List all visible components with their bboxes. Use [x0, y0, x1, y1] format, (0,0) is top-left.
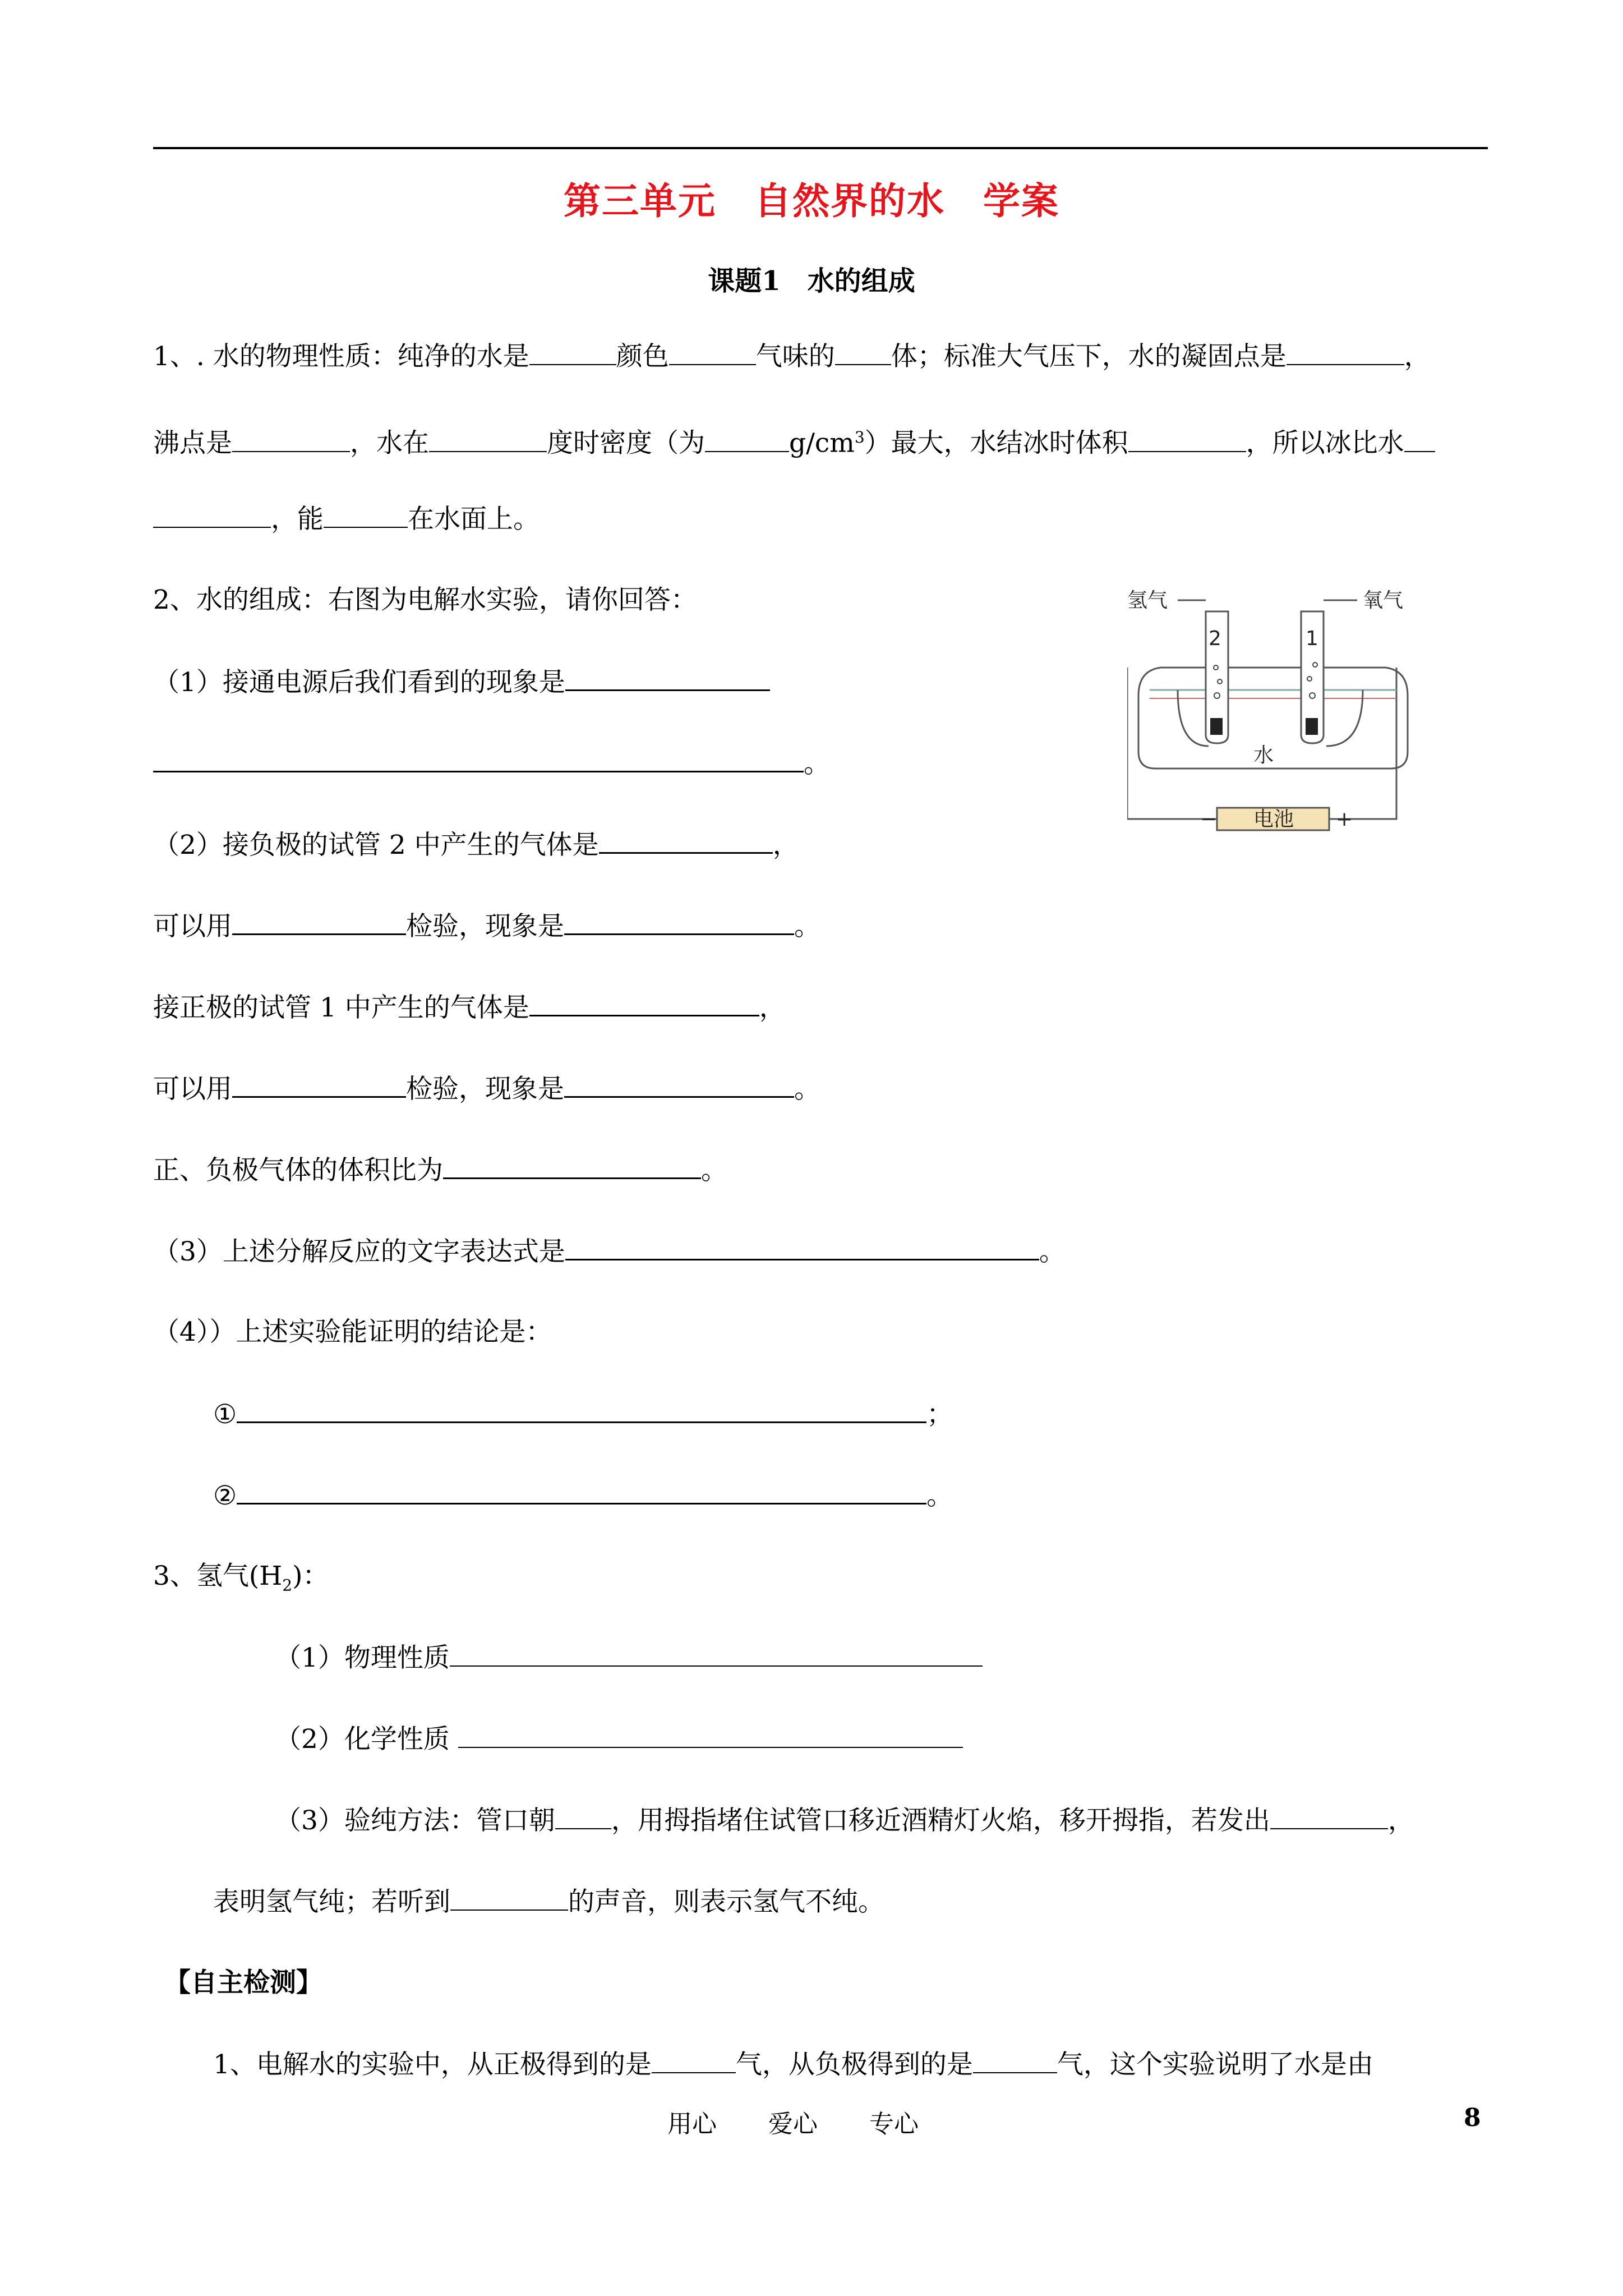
q1-line1: 1、. 水的物理性质：纯净的水是 颜色 气味的 体；标准大气压下，水的凝固点是 ， — [153, 339, 1431, 374]
electrolysis-diagram — [1127, 583, 1419, 847]
q2-part2-positive-test: 可以用 检验，现象是 。 — [153, 1071, 820, 1106]
q1-line2: 沸点是 ，水在 度时密度（为 $g/cm^3$）最大，水结冰时体积 ，所以冰比水 — [153, 421, 1435, 461]
page-title: 第三单元 自然界的水 学案 — [564, 179, 1059, 223]
label-hydrogen: 氢气 — [1127, 589, 1168, 612]
q2-volume-ratio: 正、负极气体的体积比为 。 — [153, 1153, 727, 1188]
header-rule — [153, 147, 1488, 149]
q2-part1-cont: 。 — [153, 746, 830, 781]
q3-intro: 3、氢气$(H_2)$： — [153, 1561, 329, 1595]
q3-chemical: （2）化学性质 — [275, 1722, 963, 1756]
q2-part2-negative: （2）接负极的试管 2 中产生的气体是 ， — [153, 827, 799, 862]
self-check-q1: 1、电解水的实验中，从正极得到的是 气，从负极得到的是 气，这个实验说明了水是由 — [213, 2047, 1373, 2082]
q1-line3: ，能 在水面上。 — [153, 502, 540, 536]
tube-1-label: 1 — [1306, 627, 1318, 650]
q2-part3: （3）上述分解反应的文字表达式是 。 — [153, 1234, 1066, 1269]
self-check-heading: 【自主检测】 — [164, 1967, 322, 1998]
lesson-subtitle: 课题1 水的组成 — [708, 265, 915, 297]
plus-sign: + — [1336, 808, 1353, 831]
page-number: 8 — [1464, 2104, 1481, 2132]
q3-purity-result: 表明氢气纯；若听到 的声音，则表示氢气不纯。 — [213, 1885, 884, 1919]
q2-conclusion-2: ② 。 — [213, 1478, 953, 1513]
cathode — [1210, 718, 1223, 735]
q2-part4: （4））上述实验能证明的结论是： — [153, 1317, 552, 1347]
water-label: 水 — [1253, 744, 1274, 767]
footer-text-3: 专心 — [869, 2110, 919, 2138]
footer-text-1: 用心 — [667, 2110, 717, 2138]
battery-label: 电池 — [1253, 808, 1294, 831]
minus-sign: − — [1200, 808, 1218, 831]
q3-purity-test: （3）验纯方法：管口朝 ，用拇指堵住试管口移近酒精灯火焰，移开拇指，若发出 ， — [275, 1803, 1414, 1838]
q2-part2-negative-test: 可以用 检验，现象是 。 — [153, 909, 820, 944]
q2-conclusion-1: ① ； — [213, 1397, 953, 1432]
q3-physical: （1）物理性质 — [275, 1641, 983, 1675]
q2-intro: 2、水的组成：右图为电解水实验，请你回答： — [153, 585, 697, 615]
tube-2-label: 2 — [1209, 627, 1221, 650]
q2-part1: （1）接通电源后我们看到的现象是 — [153, 665, 770, 700]
label-oxygen: 氧气 — [1363, 589, 1404, 612]
footer-text-2: 爱心 — [768, 2110, 818, 2138]
q2-part2-positive: 接正极的试管 1 中产生的气体是 ， — [153, 990, 786, 1025]
anode — [1306, 718, 1318, 735]
